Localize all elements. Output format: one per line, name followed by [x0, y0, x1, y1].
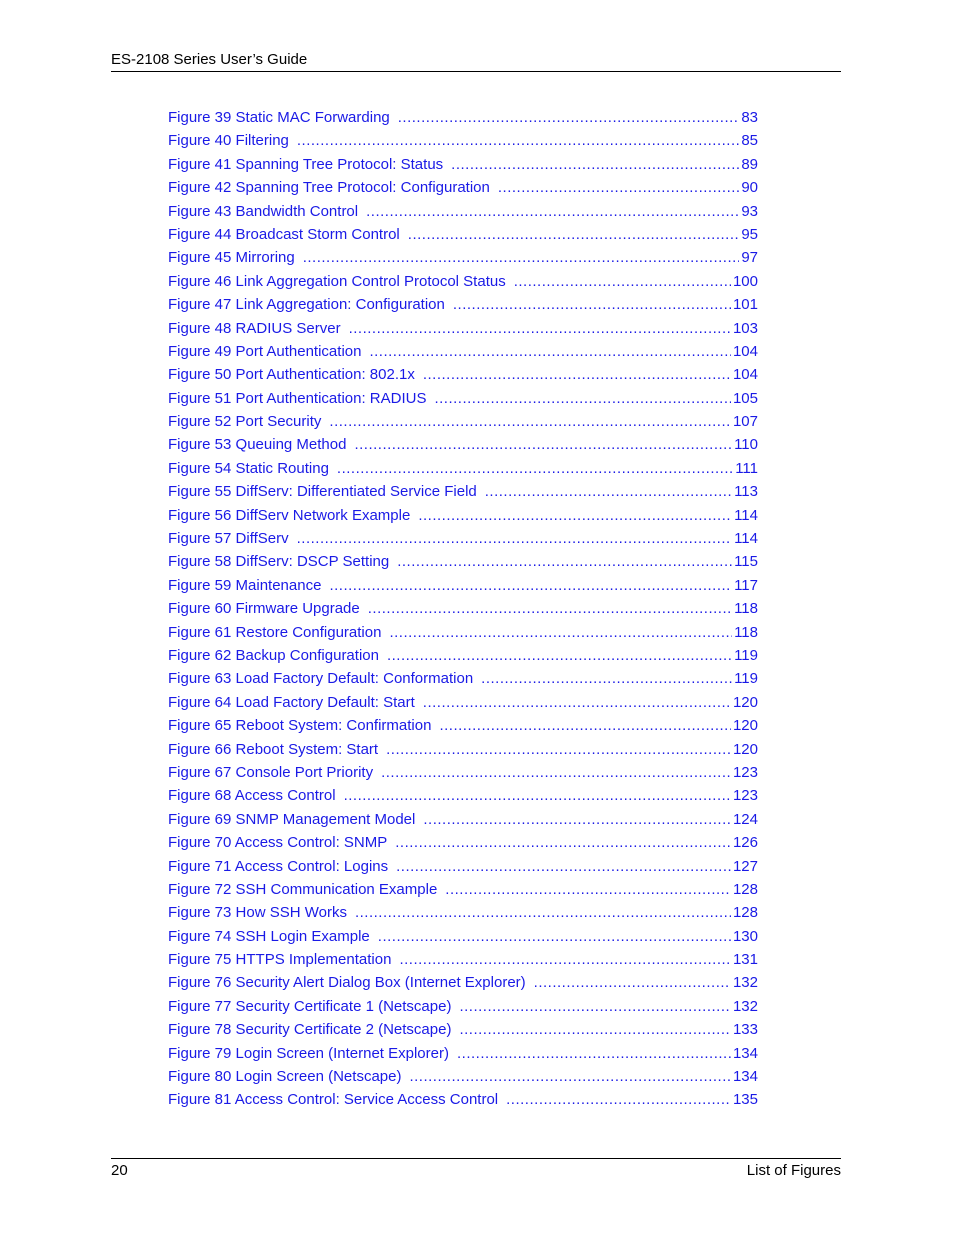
toc-entry-page: 128	[732, 904, 758, 922]
toc-entry-link[interactable]	[168, 387, 758, 410]
toc-entry-page: 90	[741, 179, 758, 197]
toc-entry-title: Figure 39 Static MAC Forwarding	[168, 109, 390, 126]
list-of-figures	[168, 106, 758, 1112]
toc-entry-title: Figure 46 Link Aggregation Control Protocol Status	[168, 272, 506, 290]
toc-entry-link[interactable]	[168, 925, 758, 948]
toc-entry-title: Figure 63 Load Factory Default: Conformation	[168, 670, 474, 688]
toc-entry-link[interactable]	[168, 644, 758, 667]
toc-dot-leader	[355, 901, 731, 924]
toc-entry-page: 93	[741, 202, 758, 220]
toc-entry-title: Figure 43 Bandwidth Control	[168, 202, 359, 220]
toc-entry-page: 134	[732, 1044, 758, 1062]
toc-entry-link[interactable]	[168, 433, 758, 456]
toc-entry-page: 124	[732, 810, 758, 828]
toc-entry-title: Figure 54 Static Routing	[168, 459, 329, 477]
toc-dot-leader	[297, 129, 739, 152]
toc-entry-page: 131	[732, 951, 758, 969]
toc-entry-title: Figure 81 Access Control: Service Access Control	[168, 1091, 499, 1109]
toc-entry-link[interactable]	[168, 667, 758, 690]
toc-dot-leader	[506, 1088, 731, 1111]
toc-entry-page: 85	[741, 132, 758, 150]
toc-entry-title: Figure 49 Port Authentication	[168, 342, 362, 360]
toc-dot-leader	[399, 948, 731, 971]
toc-entry-page: 128	[732, 880, 758, 898]
toc-entry-page: 114	[734, 530, 758, 548]
toc-dot-leader	[303, 246, 740, 269]
toc-dot-leader	[381, 761, 731, 784]
toc-dot-leader	[366, 200, 739, 223]
toc-entry-link[interactable]	[168, 223, 758, 246]
toc-entry-page: 95	[741, 225, 758, 243]
toc-dot-leader	[408, 223, 740, 246]
toc-entry-link[interactable]	[168, 317, 758, 340]
toc-dot-leader	[514, 270, 731, 293]
running-header: ES-2108 Series User’s Guide	[111, 51, 308, 68]
toc-dot-leader	[453, 293, 731, 316]
toc-entry-page: 89	[741, 155, 758, 173]
toc-dot-leader	[398, 106, 740, 129]
header-rule	[111, 71, 841, 72]
toc-entry-title: Figure 67 Console Port Priority	[168, 763, 374, 781]
toc-entry-link[interactable]	[168, 363, 758, 386]
toc-entry-title: Figure 40 Filtering	[168, 132, 289, 150]
toc-dot-leader	[459, 995, 731, 1018]
toc-entry-title: Figure 41 Spanning Tree Protocol: Status	[168, 155, 444, 173]
toc-entry-link[interactable]	[168, 176, 758, 199]
toc-entry-page: 120	[732, 740, 758, 758]
toc-dot-leader	[451, 153, 739, 176]
toc-entry-page: 130	[732, 927, 758, 945]
toc-entry-page: 135	[732, 1091, 758, 1109]
toc-entry-page: 101	[732, 296, 758, 314]
toc-entry-page: 119	[734, 646, 758, 664]
toc-entry-page: 120	[732, 717, 758, 735]
toc-entry-page: 134	[732, 1068, 758, 1086]
toc-entry-link[interactable]	[168, 153, 758, 176]
toc-dot-leader	[439, 714, 731, 737]
toc-dot-leader	[395, 831, 731, 854]
toc-entry-page: 119	[734, 670, 758, 688]
toc-dot-leader	[423, 691, 731, 714]
toc-entry-title: Figure 60 Firmware Upgrade	[168, 600, 360, 618]
toc-entry-page: 127	[732, 857, 758, 875]
toc-entry-title: Figure 69 SNMP Management Model	[168, 810, 416, 828]
footer-rule	[111, 1158, 841, 1159]
toc-entry-title: Figure 77 Security Certificate 1 (Netscape)	[168, 997, 452, 1015]
toc-entry-page: 133	[732, 1021, 758, 1039]
toc-entry-title: Figure 48 RADIUS Server	[168, 319, 341, 337]
toc-entry-title: Figure 66 Reboot System: Start	[168, 740, 379, 758]
toc-dot-leader	[344, 784, 731, 807]
toc-entry-page: 132	[732, 974, 758, 992]
toc-entry-link[interactable]	[168, 457, 758, 480]
toc-entry-title: Figure 75 HTTPS Implementation	[168, 951, 392, 969]
toc-dot-leader	[349, 317, 731, 340]
toc-dot-leader	[459, 1018, 731, 1041]
toc-dot-leader	[498, 176, 739, 199]
toc-entry-page: 83	[741, 109, 758, 126]
toc-entry-page: 97	[741, 249, 758, 267]
toc-entry-link[interactable]	[168, 574, 758, 597]
toc-entry-link[interactable]	[168, 901, 758, 924]
toc-entry-title: Figure 64 Load Factory Default: Start	[168, 693, 415, 711]
toc-entry-title: Figure 59 Maintenance	[168, 576, 322, 594]
toc-entry-page: 120	[732, 693, 758, 711]
toc-dot-leader	[409, 1065, 731, 1088]
toc-entry-title: Figure 61 Restore Configuration	[168, 623, 382, 641]
toc-entry-title: Figure 50 Port Authentication: 802.1x	[168, 366, 415, 384]
toc-entry-link[interactable]	[168, 1018, 758, 1041]
toc-entry-link[interactable]	[168, 129, 758, 152]
toc-dot-leader	[368, 597, 732, 620]
toc-entry-link[interactable]	[168, 1042, 758, 1065]
toc-dot-leader	[329, 410, 731, 433]
toc-entry-link[interactable]	[168, 106, 758, 129]
toc-entry-link[interactable]	[168, 527, 758, 550]
toc-entry-page: 115	[734, 553, 758, 571]
toc-entry-title: Figure 79 Login Screen (Internet Explorer)	[168, 1044, 449, 1062]
toc-entry-page: 117	[734, 576, 758, 594]
toc-entry-title: Figure 56 DiffServ Network Example	[168, 506, 411, 524]
page-number: 20	[111, 1162, 128, 1179]
toc-entry-page: 107	[732, 413, 758, 431]
toc-entry-title: Figure 52 Port Security	[168, 413, 322, 431]
toc-dot-leader	[445, 878, 731, 901]
toc-entry-link[interactable]	[168, 597, 758, 620]
toc-entry-title: Figure 58 DiffServ: DSCP Setting	[168, 553, 390, 571]
toc-entry-title: Figure 44 Broadcast Storm Control	[168, 225, 400, 243]
toc-entry-title: Figure 62 Backup Configuration	[168, 646, 379, 664]
toc-entry-page: 118	[734, 600, 758, 618]
toc-entry-title: Figure 74 SSH Login Example	[168, 927, 370, 945]
toc-dot-leader	[297, 527, 732, 550]
toc-entry-link[interactable]	[168, 621, 758, 644]
toc-dot-leader	[369, 340, 731, 363]
toc-dot-leader	[423, 808, 731, 831]
toc-entry-link[interactable]	[168, 410, 758, 433]
toc-entry-title: Figure 76 Security Alert Dialog Box (Internet Explorer)	[168, 974, 526, 992]
toc-dot-leader	[418, 504, 732, 527]
toc-entry-title: Figure 73 How SSH Works	[168, 904, 347, 922]
toc-entry-link[interactable]	[168, 738, 758, 761]
toc-entry-page: 104	[732, 342, 758, 360]
toc-entry-title: Figure 53 Queuing Method	[168, 436, 347, 454]
toc-dot-leader	[354, 433, 732, 456]
footer-section-title: List of Figures	[746, 1162, 841, 1179]
toc-entry-link[interactable]	[168, 691, 758, 714]
toc-entry-page: 100	[732, 272, 758, 290]
toc-entry-link[interactable]	[168, 784, 758, 807]
toc-entry-title: Figure 51 Port Authentication: RADIUS	[168, 389, 427, 407]
toc-entry-link[interactable]	[168, 293, 758, 316]
toc-entry-page: 132	[732, 997, 758, 1015]
toc-dot-leader	[423, 363, 731, 386]
toc-dot-leader	[397, 550, 732, 573]
toc-dot-leader	[387, 644, 732, 667]
toc-entry-page: 126	[732, 834, 758, 852]
toc-entry-title: Figure 68 Access Control	[168, 787, 336, 805]
toc-entry-link[interactable]	[168, 761, 758, 784]
toc-entry-link[interactable]	[168, 714, 758, 737]
toc-entry-page: 103	[732, 319, 758, 337]
toc-entry-link[interactable]	[168, 200, 758, 223]
toc-entry-page: 123	[732, 763, 758, 781]
toc-dot-leader	[434, 387, 731, 410]
toc-entry-title: Figure 45 Mirroring	[168, 249, 295, 267]
toc-entry-link[interactable]	[168, 878, 758, 901]
toc-entry-title: Figure 80 Login Screen (Netscape)	[168, 1068, 402, 1086]
toc-dot-leader	[481, 667, 732, 690]
toc-entry-link[interactable]	[168, 831, 758, 854]
toc-entry-title: Figure 57 DiffServ	[168, 530, 289, 548]
toc-entry-link[interactable]	[168, 808, 758, 831]
toc-entry-title: Figure 42 Spanning Tree Protocol: Configuration	[168, 179, 490, 197]
toc-entry-link[interactable]	[168, 995, 758, 1018]
toc-dot-leader	[386, 738, 731, 761]
toc-entry-link[interactable]	[168, 971, 758, 994]
toc-entry-title: Figure 70 Access Control: SNMP	[168, 834, 388, 852]
toc-entry-page: 104	[732, 366, 758, 384]
toc-dot-leader	[396, 855, 731, 878]
toc-entry-title: Figure 55 DiffServ: Differentiated Service Field	[168, 483, 477, 501]
toc-entry-title: Figure 72 SSH Communication Example	[168, 880, 438, 898]
toc-entry-link[interactable]	[168, 1088, 758, 1111]
toc-entry-page: 110	[734, 436, 758, 454]
toc-entry-page: 114	[734, 506, 758, 524]
toc-entry-link[interactable]	[168, 270, 758, 293]
toc-entry-link[interactable]	[168, 855, 758, 878]
toc-entry-link[interactable]	[168, 480, 758, 503]
toc-entry-page: 118	[734, 623, 758, 641]
toc-entry-link[interactable]	[168, 504, 758, 527]
toc-entry-link[interactable]	[168, 1065, 758, 1088]
toc-entry-page: 113	[734, 483, 758, 501]
toc-entry-title: Figure 65 Reboot System: Confirmation	[168, 717, 432, 735]
toc-entry-link[interactable]	[168, 340, 758, 363]
toc-dot-leader	[378, 925, 731, 948]
toc-entry-link[interactable]	[168, 550, 758, 573]
toc-dot-leader	[337, 457, 733, 480]
toc-dot-leader	[534, 971, 731, 994]
toc-entry-page: 111	[735, 459, 758, 477]
toc-entry-link[interactable]	[168, 948, 758, 971]
toc-entry-title: Figure 78 Security Certificate 2 (Netscape)	[168, 1021, 452, 1039]
toc-entry-page: 123	[732, 787, 758, 805]
toc-dot-leader	[389, 621, 732, 644]
toc-dot-leader	[457, 1042, 731, 1065]
toc-dot-leader	[485, 480, 732, 503]
toc-dot-leader	[329, 574, 732, 597]
toc-entry-title: Figure 47 Link Aggregation: Configuration	[168, 296, 445, 314]
toc-entry-link[interactable]	[168, 246, 758, 269]
toc-entry-page: 105	[732, 389, 758, 407]
toc-entry-title: Figure 71 Access Control: Logins	[168, 857, 389, 875]
